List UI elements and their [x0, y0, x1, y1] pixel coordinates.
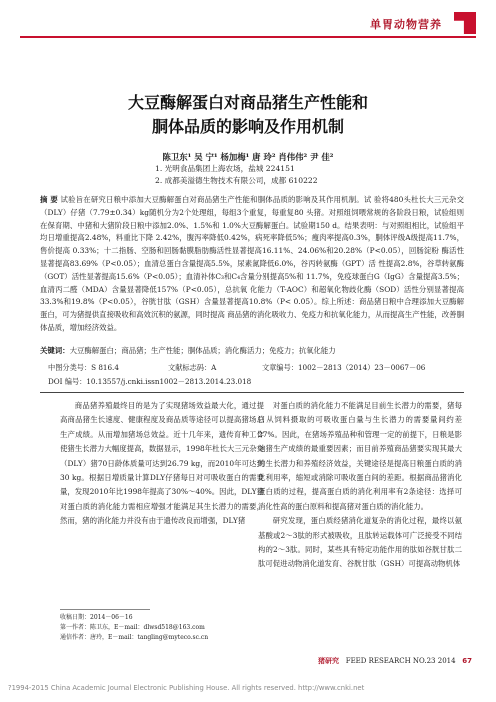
footer-journal-en: FEED RESEARCH NO.23 2014 — [345, 657, 456, 665]
keywords — [40, 345, 464, 358]
authors: 陈卫东¹ 吴 宁¹ 杨加梅¹ 唐 玲² 肖伟伟² 尹 佳² — [162, 152, 334, 162]
keywords-text: 大豆酶解蛋白；商品猪；生产性能；胴体品质；消化酶活力；免疫力；抗氧化能力 — [69, 346, 336, 355]
abstract-line-9: 11.7%，免疫球蛋白G（IgG）含量提高3.5%；血清丙二醛（MDA）含量显著降低157%（P<0.05），总抗氧 — [40, 271, 464, 294]
copyright-notice: ?1994-2015 China Academic Journal Electronic Publishing House. All rights reserved. http://www.cnki.net — [8, 684, 365, 692]
abstract-line-3: 头猪。对照组饲喂常规的各阶段日粮，试验组则在保育期、中猪和大猪阶段日粮中添加2.0%、1.5%和 — [40, 207, 464, 230]
clc-number: 中图分类号：S 816.4 — [48, 363, 119, 372]
page-footer — [318, 656, 472, 666]
affiliation-1: 1. 光明食品集团上海农场，盐城 224151 — [155, 164, 295, 173]
section-corner-mark — [454, 12, 476, 34]
abstract-line-8: 性提高2.8%，谷草转氨酶（GOT）活性显著提高15.6%（P<0.05）；血清补体C₃和C₄含量分别提高5%和 — [40, 258, 464, 281]
abstract-line-4: 1.0%大豆酶解蛋白。试验期150 d。结果表明：与对照组相比，试验组平均日增重提高2.48%，料重比下降 — [40, 220, 464, 243]
abstract — [40, 194, 464, 335]
footnote-corresponding-author: 通信作者：唐玲，E－mail：tangling@myteco.sc.cn — [60, 634, 209, 641]
doi: DOI 编号：10.13557/j.cnki.issn1002－2813.2014.23.018 — [48, 377, 252, 386]
article-number: 文章编号：1002－2813（2014）23－0067－06 — [262, 363, 426, 372]
abstract-line-1: 试验旨在研究日粮中添加大豆酶解蛋白对商品猪生产性能和胴体品质的影响及其作用机制。试 — [60, 195, 372, 204]
footnotes — [60, 613, 250, 643]
abstract-line-6: 0.33%；十二指肠、空肠和回肠黏膜脂肪酶活性显著提高16.11%、24.06%和20.28%（P<0.05），回肠淀粉 — [72, 246, 439, 256]
footnote-rule — [60, 609, 150, 610]
abstract-line-12: 商品猪的消化吸收力、免疫力和抗氧化能力，从而提高生产性能，改善胴体品质，增加经济效益。 — [40, 310, 464, 332]
body-column-right — [258, 399, 462, 572]
abstract-label: 摘 要 — [40, 195, 58, 204]
abstract-line-2: 验将480头杜长大三元杂交（DLY）仔猪（7.79±0.34）kg随机分为2个处理组，每组3个重复，每重复80 — [40, 195, 464, 217]
body-column-left — [60, 399, 264, 529]
affiliation-2: 2. 成都美溢德生物技术有限公司，成都 610222 — [155, 176, 318, 185]
footer-journal: 猪研究 — [318, 657, 340, 665]
abstract-line-11: 0.05）。综上所述：商品猪日粮中合理添加大豆酶解蛋白，可为猪提供直接吸收和高效沉积的氨源，同时提高 — [40, 297, 464, 320]
section-label: 单胃动物营养 — [370, 18, 442, 31]
document-code: 文献标志码：A — [168, 363, 217, 372]
footnote-received: 收稿日期：2014－06－16 — [60, 614, 133, 621]
abstract-line-7: 酶活性显著提高83.69%（P<0.05）；血清总蛋白含量提高5.5%，尿素氮降低6.0%，谷丙转氨酶（GPT）活 — [40, 246, 464, 268]
title-line-2: 胴体品质的影响及作用机制 — [151, 117, 344, 136]
keywords-label: 关键词： — [40, 346, 70, 355]
section-divider — [40, 392, 464, 393]
header-rule — [20, 36, 476, 38]
body-paragraph-left: 商品猪养殖最终目的是为了实现猪场效益最大化，通过提高商品猪生长速度、健康程度及商品质等途径可以提高猪场总生产成绩。从而增加猪场总效益。近十几年来，遗传育种工作使猪生长潜力大幅度提高，数据显示，1998年杜长大三元杂交（DLY）猪70日龄体质量可达到26.79 kg，而2010年可达到30 kg。根据日增质量计算DLY仔猪每日对可吸收蛋白的需要量，发现2010年比1998年提高了30%～40%。因此，DLY猪对蛋白质的消化能力需相应增强才能满足其生长潜力的需要，然而，猪的消化能力并没有由于遗传改良而增强，DLY猪 — [60, 401, 264, 526]
body-paragraph-right-1: 对蛋白质的消化能力不能满足目前生长潜力的需要，猪每日从饲料摄取的可吸收蛋白量与生长潜力的需要量间约差27%。因此，在猪场养殖品种和管理一定的前提下，日粮是影响猪生产成绩的最重要因素；而目前养殖商品猪要实现其最大的生长潜力和养殖经济效益，关键途径是提高日粮蛋白质的消化利用率，缩短或消除可吸收蛋白间的差距。根据商品猪消化蛋白质的过程，提高蛋白质的消化利用率有2条途径：选择可消化性高的蛋白原料和提高猪对蛋白质的消化能力。 — [258, 401, 462, 511]
title-line-1: 大豆酶解蛋白对商品猪生产性能和 — [127, 93, 368, 112]
footer-page-number: 67 — [462, 657, 472, 665]
body-paragraph-right-2: 研究发现，蛋白质经猪消化道复杂的消化过程，最终以氨基酸或2～3肽的形式被吸收，且肽转运载体可广泛接受不同结构的2～3肽。同时，某些具有特定功能作用的肽如谷胱甘肽二肽可促进动物消化道发育、谷胱甘肽（GSH）可提高动物机体 — [258, 516, 462, 569]
abstract-line-5: 2.42%，腹泻率降低0.42%，病死率降低5%；瘦肉率提高0.3%，胴体评级A级提高11.7%，售价提高 — [40, 233, 465, 256]
abstract-line-10: 化能力（T-AOC）和超氧化物歧化酶（SOD）活性分别显著提高33.3%和19.8%（P<0.05），谷胱甘肽（GSH）含量显著提高10.8%（P< — [40, 284, 464, 307]
footnote-first-author: 第一作者：陈卫东，E－mail：dlwsd518@163.com — [60, 624, 205, 631]
